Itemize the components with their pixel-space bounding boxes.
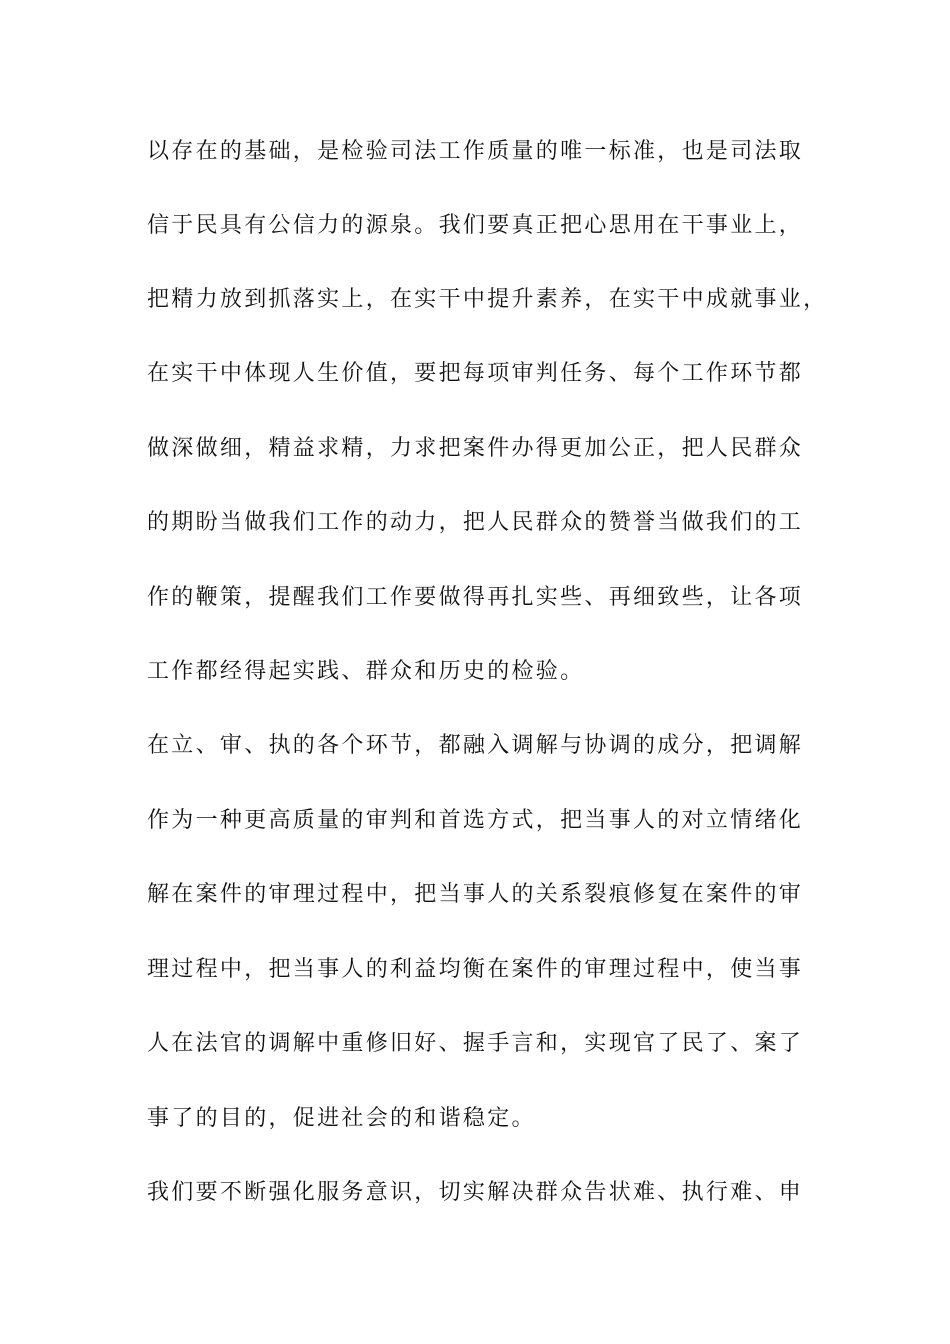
paragraph-line: 作的鞭策，提醒我们工作要做得再扎实些、再细致些，让各项	[147, 585, 804, 610]
paragraph-line: 以存在的基础，是检验司法工作质量的唯一标准，也是司法取	[147, 139, 804, 164]
paragraph-line: 工作都经得起实践、群众和历史的检验。	[147, 659, 585, 684]
paragraph-line: 在实干中体现人生价值，要把每项审判任务、每个工作环节都	[147, 361, 804, 386]
paragraph-line: 把精力放到抓落实上，在实干中提升素养，在实干中成就事业，	[147, 287, 828, 312]
paragraph-line: 在立、审、执的各个环节，都融入调解与协调的成分，把调解	[147, 733, 804, 758]
paragraph-line: 解在案件的审理过程中，把当事人的关系裂痕修复在案件的审	[147, 882, 804, 907]
paragraph-line: 信于民具有公信力的源泉。我们要真正把心思用在干事业上，	[147, 213, 804, 238]
paragraph-line: 理过程中，把当事人的利益均衡在案件的审理过程中，使当事	[147, 957, 804, 982]
paragraph-line: 作为一种更高质量的审判和首选方式，把当事人的对立情绪化	[147, 808, 804, 833]
paragraph-line: 我们要不断强化服务意识，切实解决群众告状难、执行难、申	[147, 1180, 804, 1205]
paragraph-line: 的期盼当做我们工作的动力，把人民群众的赞誉当做我们的工	[147, 510, 804, 535]
paragraph-line: 做深做细，精益求精，力求把案件办得更加公正，把人民群众	[147, 436, 804, 461]
paragraph-line: 事了的目的，促进社会的和谐稳定。	[147, 1106, 536, 1131]
paragraph-line: 人在法官的调解中重修旧好、握手言和，实现官了民了、案了	[147, 1031, 804, 1056]
